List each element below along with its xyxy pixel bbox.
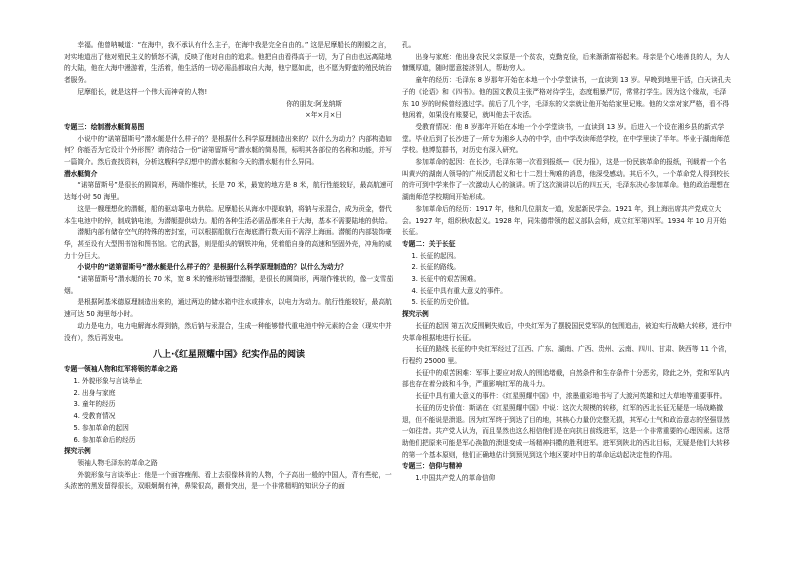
list-item: 2. 长征的路线。 [420,262,732,274]
letter-signature: 你的朋友:阿龙纳斯 [286,99,342,108]
topic-list [64,376,394,446]
body-paragraph: 长征中具有重大意义的事件：《红星照耀中国》中，浓墨重彩地书写了大渡河英雄和过大草地等重要事件。 [415,392,727,401]
left-column [64,40,394,493]
body-paragraph: 长征中的艰苦困难：军事上要应对敌人的围追堵截，自然条件和生存条件十分恶劣，除此之外，党和军队内部也存在着分歧和斗争，严重影响红军的战斗力。 [402,368,730,389]
body-paragraph: 长征的起因 第五次反围剿失败后，中央红军为了摆脱国民党军队的包围追击，被迫实行战略大转移，进行中央革命根据地进行长征。 [402,321,732,342]
body-paragraph: 出身与家庭：他出身农民父亲原是一个贫农，克勤克俭，后来渐渐富裕起来。母亲是个心地善良的人，为人慷慨厚道，随时愿意接济别人，帮助穷人。 [402,52,730,73]
list-item: 3. 长征中的艰苦困难。 [420,274,732,286]
example-title: 领袖人物毛泽东的革命之路 [77,458,158,467]
section-title: 八上·《红星照耀中国》纪实作品的阅读 [153,350,305,361]
list-item: 2. 出身与家庭 [82,388,394,400]
list-item: 4. 长征中具有重大意义的事件。 [420,286,732,298]
answer-paragraph: 动力是电力，电力电解海水得到钠，然后钠与汞混合，生成一种能够替代重电池中锌元素的合金（现实中并没有），然后再发电。 [64,321,392,342]
topic-heading: 专题二：关于长征 [402,239,456,248]
list-item: 6. 参加革命后的经历 [82,435,394,447]
sub-heading: 探究示例 [64,447,91,456]
body-paragraph: 受教育情况：他 8 岁那年开始在本地一个小学堂读书，一直读到 13 岁。后进入一个设在湘乡县的新式学堂。毕业后到了长沙进了一所专为湘乡人办的中学，由中学改读师范学校，在中学里读了半年。毕业于湖南师范学校。他博览群书，对历史有深入研究。 [402,122,730,155]
list-item: 1. 外貌形象与言谈举止 [82,376,394,388]
sub-heading: 潜水艇简介 [64,169,98,178]
topic-heading: 专题三：信仰与精神 [402,462,463,471]
body-paragraph: 参加革命的起因：在长沙，毛泽东第一次看到报纸—《民力报》，这是一份民族革命的报纸，刊载着一个名叫黄兴的湖南人领导的广州反清起义和七十二烈士殉难的消息，他深受感动。其后不久，一个革命党人得到校长的许可到中学来作了一次激动人心的演讲。听了这次演讲以后的四五天，毛泽东决心参加革命。他的政治理想在湖南师范学校期间开始形成。 [402,158,730,202]
list-item: 1.中国共产党人的革命信仰 [415,474,496,483]
right-column [402,40,732,485]
topic-heading: 专题三：绘制潜水艇简易图 [64,122,145,131]
list-item: 4. 受教育情况 [82,411,394,423]
body-paragraph: 外貌形象与言谈举止：他是一个面容瘦削、看上去很像林肯的人物，个子高出一般的中国人，背有些驼，一头浓密的黑发留得很长，双眼炯炯有神，鼻梁很高，颧骨突出，是一个非常精明的知识分子的面 [64,470,392,491]
body-paragraph: 孔。 [402,41,416,49]
list-item: 5. 长征的历史价值。 [420,297,732,309]
list-item: 1. 长征的起因。 [420,251,732,263]
intro-paragraph: 幸福。他曾呐喊道：“在海中，我不承认有什么主子，在海中我是完全自由的。” 这是尼摩船长的刚毅之言，对实地道出了他对殖民主义的愤怒不满，反映了他对自由的追求。他把自由看得高于一切，为了自由也远离陆地的大陆，他在大海中漫游着，生活着，他生活的一切必需品都取自大海，他宁愿如此，也不愿为野蛮的殖民统治者服务。 [64,41,392,85]
body-paragraph: 小说中的“诺第留斯号”潜水艇是什么样子的？是根据什么科学原理制造出来的？以什么为动力？内部构造如何？你能否为它设计个外形图？请你结合一份“诺第留斯号”潜水艇的简易图，标明其各部位的名称和功能，并写一篇简介。然后查找资料，分析这艘科学幻想中的潜水艇和今天的潜水艇有什么异同。 [64,134,392,167]
list-item: 3. 童年的经历 [82,399,394,411]
body-paragraph: 童年的经历：毛泽东 8 岁那年开始在本地一个小学堂读书，一直读到 13 岁。早晚到地里干活，白天读孔夫子的《论语》和《四书》。他的国文教员主张严格对待学生，态度粗暴严厉，常常打学生。因为这个缘故，毛泽东 10 岁的时候曾经逃过学。前后了几个字，毛泽东的父亲就让他开始给家里记账。他的父亲对家严格，看不得他闲着，如果没有账要记，就叫他去干农活。 [402,76,731,120]
letter-date: ×年×月×日 [305,111,342,120]
answer-paragraph: 是根据阿基米德原理制造出来的，通过两边的储水箱中注水或排水，以电力为动力。航行性能较好，最高航速可达 50 海里每小时。 [64,298,392,319]
topic-heading: 专题一领袖人物和红军将领的革命之路 [64,365,178,374]
body-paragraph: 参加革命后的经历：1917 年，他和几位朋友一道，发起新民学会。1921 年，到上海出席共产党成立大会。1927 年，组织秋收起义。1928 年，同朱德带领的起义部队会师，成立红军第四军。1934 年 10 月开始长征。 [402,204,727,237]
body-paragraph: 长征的历史价值：斯诺在《红星照耀中国》中说：这次大规模的转移，红军的西北长征无疑是一场战略撤退，但不能说是溃退。因为红军终于到达了目的地，其核心力量仍完整无损，其军心士气和政治意志的坚强显然一如往昔。共产党人认为，而且显然也这么相信他们是在向抗日前线进军，这是一个非常重要的心理因素。这帮助他们把原来可能是军心涣散的溃退变成一场精神抖擞的胜利进军。进军到陕北的西北目标，无疑是他们大转移的第一个基本原则，他们正确地估计到预见到这个地区要对中日的革命运动起决定性的作用。 [402,403,730,459]
list-item: 5. 参加革命的起因 [82,423,394,435]
question-heading: 小说中的“诺第留斯号”潜水艇是什么样子的？是根据什么科学原理制造的？以什么为动力？ [77,263,347,272]
body-paragraph: 这是一艘理想化的潜艇，船的驱动靠电力供给。尼摩船长从海水中提取钠，将钠与汞混合，成为贡金，替代本生电池中的锌，制成钠电池，为潜艇提供动力。船的各种生活必需品都来自于大海，基本不需要陆地的供给。 [64,204,392,225]
body-paragraph: 长征的路线 长征的中央红军经过了江西、广东、湖南、广西、贵州、云南、四川、甘肃、陕西等 11 个省，行程约 25000 里。 [402,345,732,365]
sub-heading: 探究示例 [402,310,429,319]
body-paragraph: “诺第留斯号”是很长的圆筒形，两端作锥状，长是 70 米，最宽的地方是 8 米，航行性能较好，最高航速可达每小时 50 海里。 [64,181,394,202]
answer-paragraph: “诺第留斯号”潜水艇的长 70 米，宽 8 米的锥形纺锤型潜艇，是很长的圆筒形，两端作锥状的，像一支雪茄烟。 [64,275,394,295]
intro-paragraph: 尼摩船长，就是这样一个伟大而神奇的人物! [77,87,208,96]
topic-list [402,251,732,310]
body-paragraph: 潜艇内部有储存空气的特殊的密封室，可以根据船航行在海底潜行数天而不需浮上海面。潜艇的内部装饰豪华，甚至设有大型图书馆和图书馆。它的武器，则是船头的钢铁冲角，凭着船自身的高速和坚固外壳，冲角的威力十分巨大。 [64,228,392,260]
